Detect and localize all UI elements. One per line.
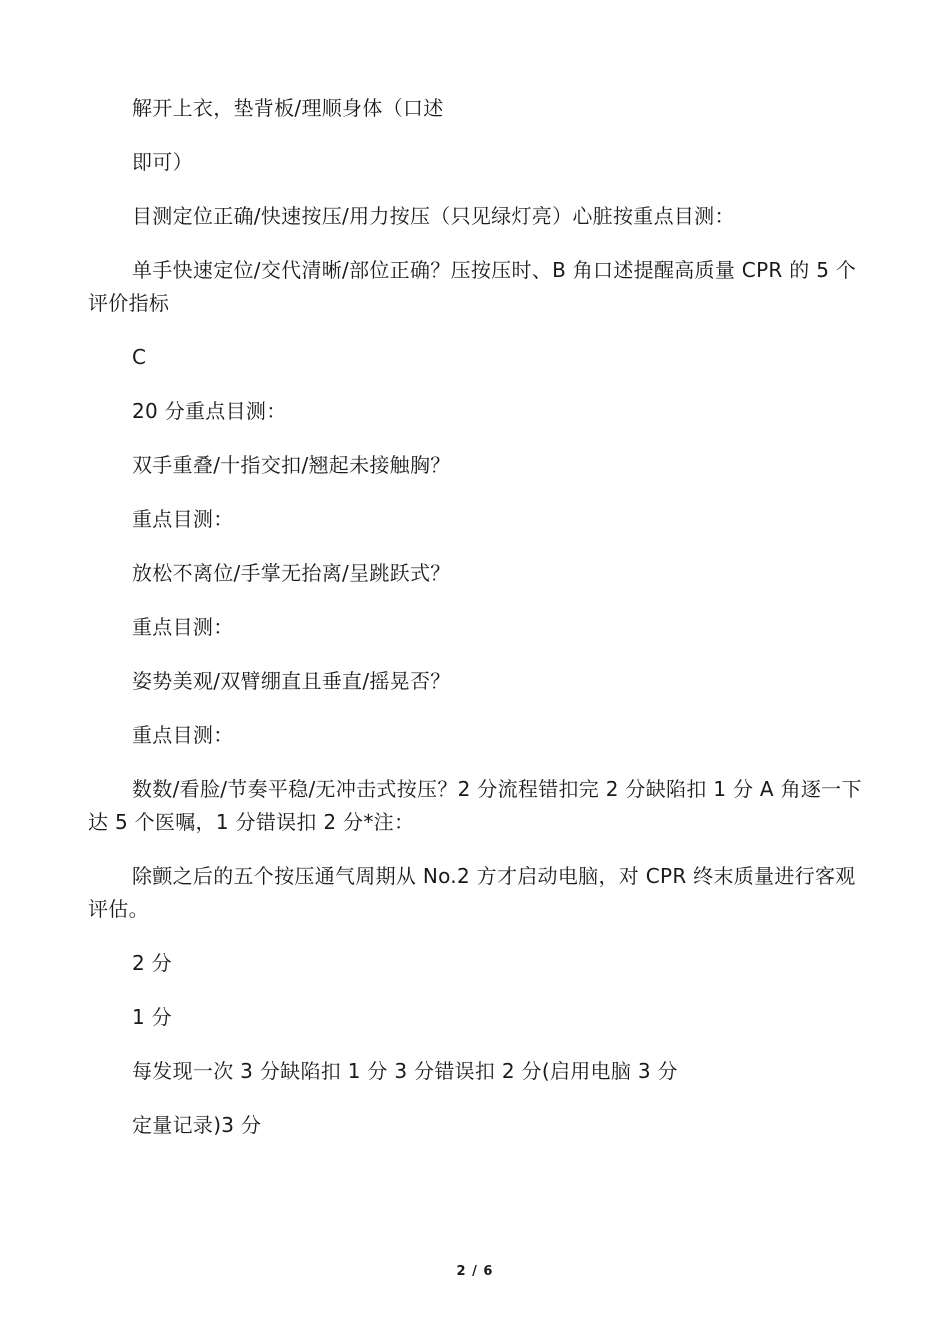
paragraph: 目测定位正确/快速按压/用力按压（只见绿灯亮）心脏按重点目测：	[132, 204, 735, 228]
paragraph: 重点目测：	[132, 615, 234, 639]
paragraph: 双手重叠/十指交扣/翘起未接触胸？	[132, 453, 451, 477]
paragraph: 定量记录)3 分	[132, 1113, 262, 1137]
paragraph: 除颤之后的五个按压通气周期从 No.2 方才启动电脑，对 CPR 终末质量进行客观评估。	[88, 864, 856, 921]
paragraph: 即可）	[132, 150, 193, 174]
paragraph: 2 分	[132, 951, 172, 975]
paragraph: 放松不离位/手掌无抬离/呈跳跃式？	[132, 561, 451, 585]
paragraph: 姿势美观/双臂绷直且垂直/摇晃否？	[132, 669, 451, 693]
paragraph: 数数/看脸/节奏平稳/无冲击式按压？2 分流程错扣完 2 分缺陷扣 1 分 A 角逐一下达 5 个医嘱，1 分错误扣 2 分*注：	[88, 777, 862, 834]
document-body	[88, 92, 868, 1163]
paragraph: 1 分	[132, 1005, 172, 1029]
paragraph: 重点目测：	[132, 507, 234, 531]
paragraph: 20 分重点目测：	[132, 399, 287, 423]
paragraph: 重点目测：	[132, 723, 234, 747]
paragraph: 解开上衣，垫背板/理顺身体（口述	[132, 96, 444, 120]
paragraph: 每发现一次 3 分缺陷扣 1 分 3 分错误扣 2 分(启用电脑 3 分	[132, 1059, 678, 1083]
paragraph: 单手快速定位/交代清晰/部位正确？压按压时、B 角口述提醒高质量 CPR 的 5 个评价指标	[88, 258, 857, 315]
page-number: 2 / 6	[456, 1264, 494, 1279]
paragraph: C	[132, 345, 147, 369]
